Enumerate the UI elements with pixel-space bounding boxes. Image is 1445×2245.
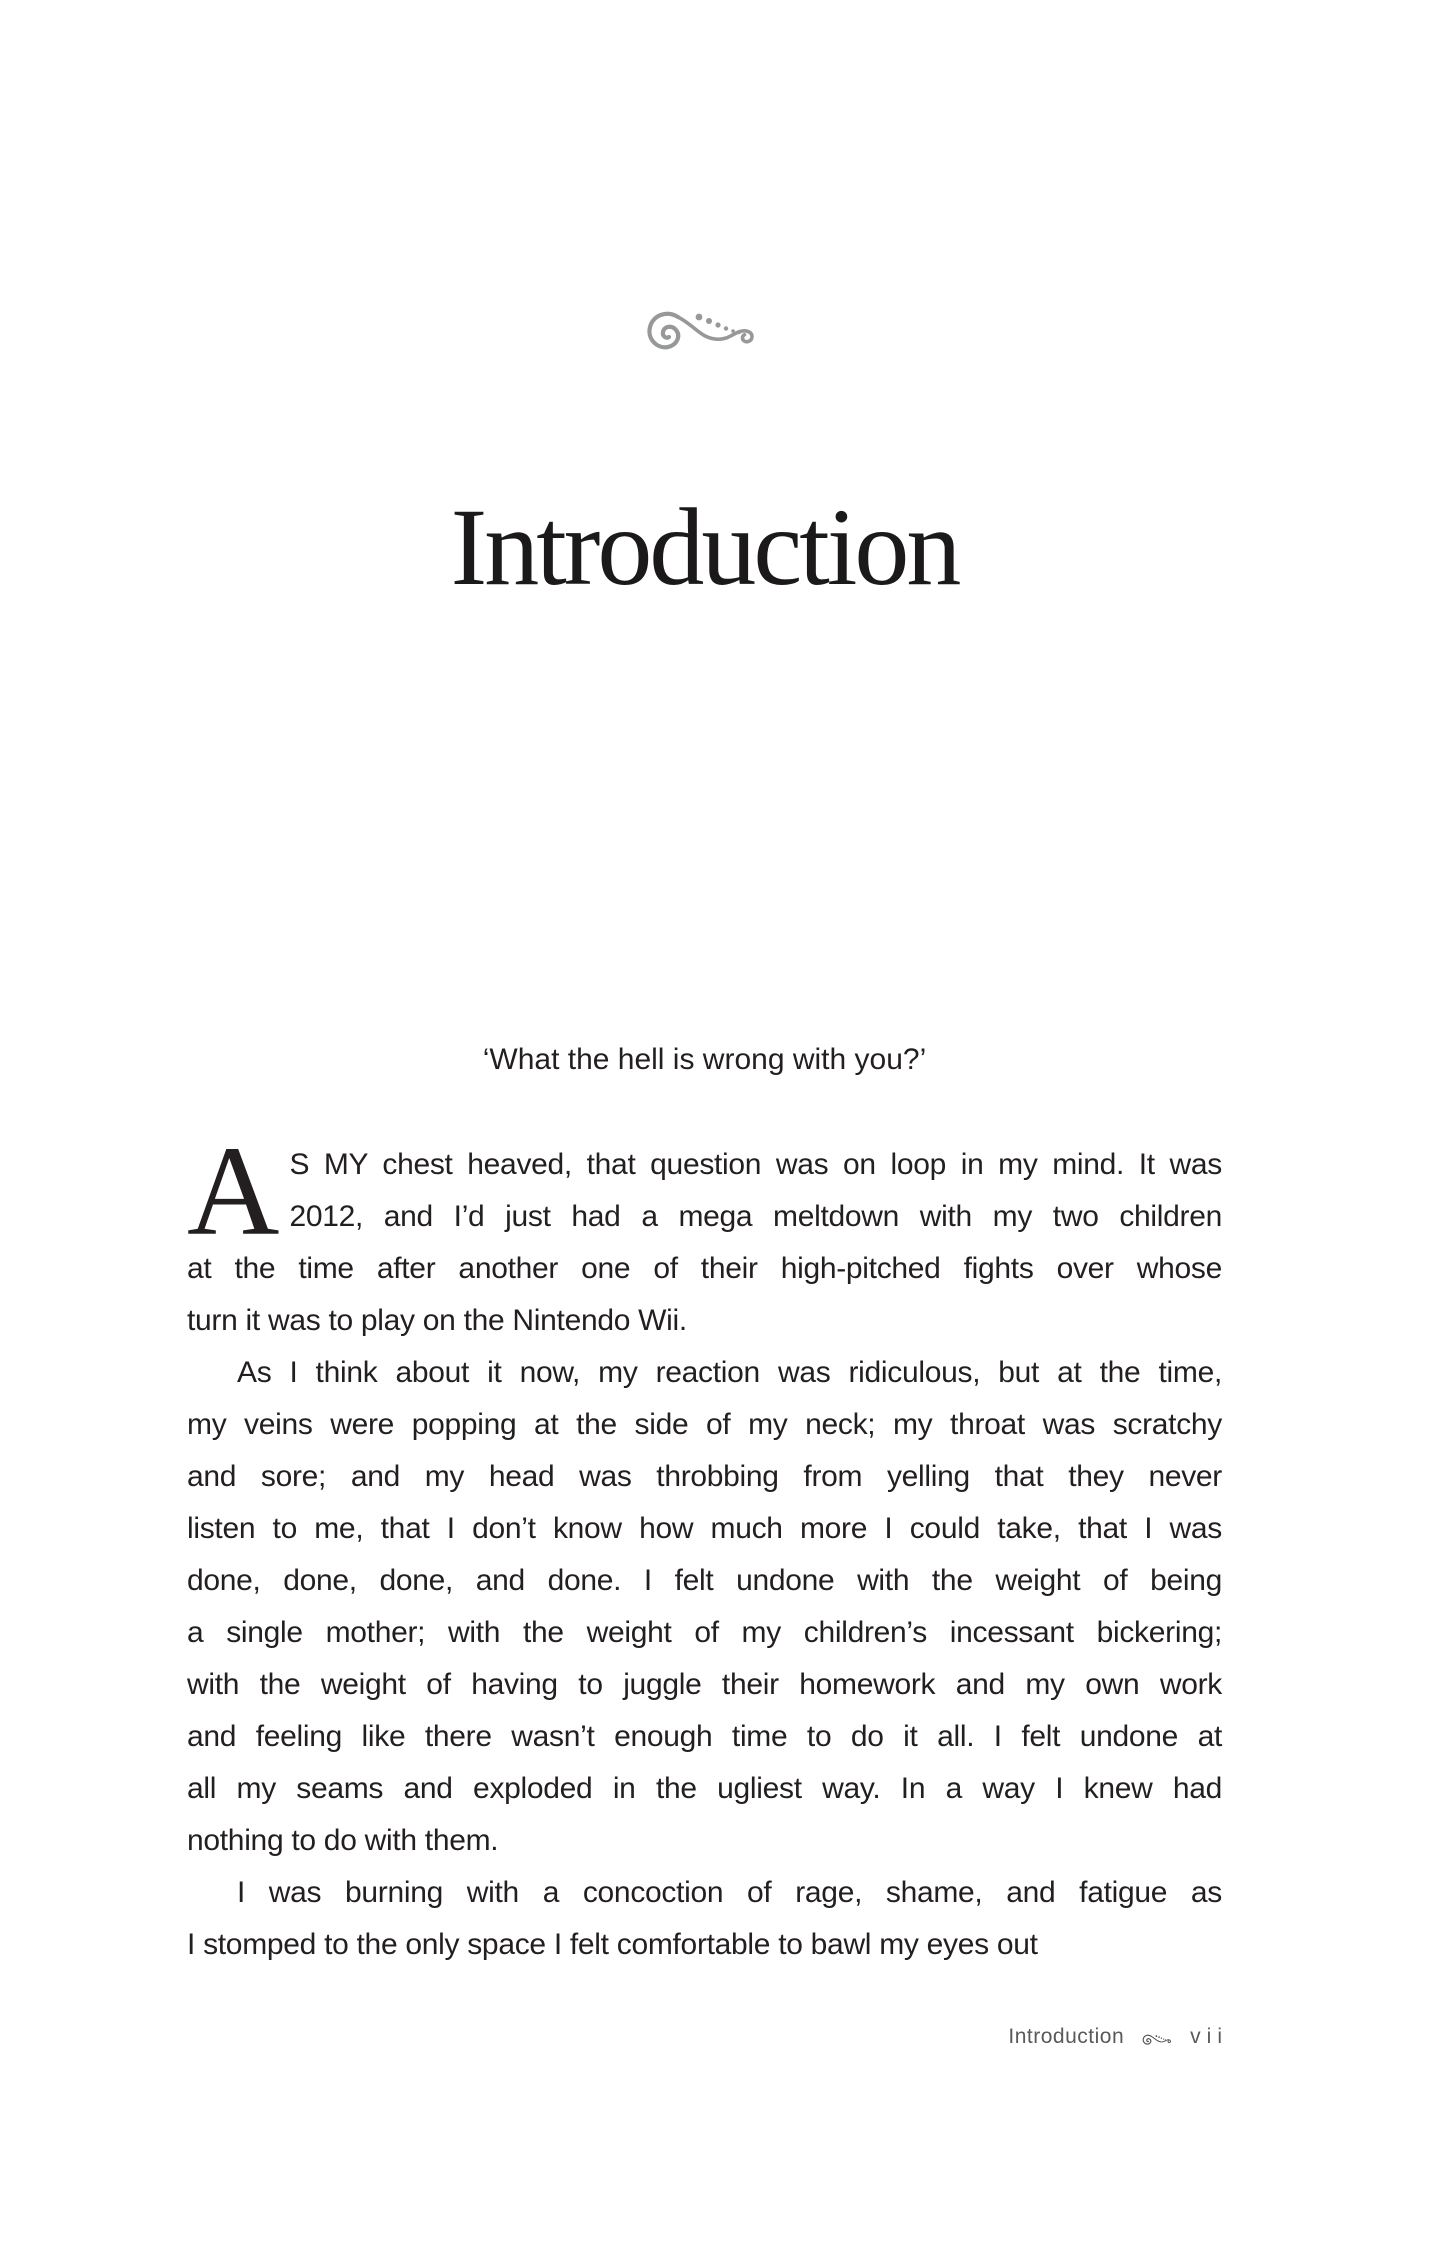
text-line: with the weight of having to juggle their homework and my own work	[187, 1668, 1222, 1701]
page-footer	[1008, 2021, 1228, 2053]
text-line: my veins were popping at the side of my neck; my throat was scratchy	[187, 1408, 1222, 1441]
page-number: vii	[1190, 2025, 1228, 2048]
text-line: done, done, done, and done. I felt undone with the weight of being	[187, 1564, 1222, 1597]
body-text	[187, 1120, 1222, 1971]
text-line: S MY chest heaved, that question was on loop in my mind. It was	[289, 1148, 1222, 1181]
text-column	[187, 0, 1228, 2245]
text-line: I stomped to the only space I felt comfortable to bawl my eyes out	[187, 1928, 1038, 1961]
text-line: listen to me, that I don’t know how much more I could take, that I was	[187, 1512, 1222, 1545]
footer-chapter-label: Introduction	[1008, 2025, 1125, 2048]
text-line: and sore; and my head was throbbing from yelling that they never	[187, 1460, 1222, 1493]
text-line: As I think about it now, my reaction was ridiculous, but at the time,	[237, 1356, 1222, 1389]
paragraph	[187, 1120, 1222, 1347]
text-line: 2012, and I’d just had a mega meltdown with my two children	[289, 1200, 1222, 1233]
text-line: nothing to do with them.	[187, 1824, 499, 1857]
text-line: turn it was to play on the Nintendo Wii.	[187, 1304, 687, 1337]
drop-cap: A	[187, 1120, 280, 1262]
text-line: at the time after another one of their high-pitched fights over whose	[187, 1252, 1222, 1285]
text-line: all my seams and exploded in the ugliest way. In a way I knew had	[187, 1772, 1222, 1805]
paragraph	[187, 1347, 1222, 1867]
text-line: and feeling like there wasn’t enough time to do it all. I felt undone at	[187, 1720, 1222, 1753]
paragraph	[187, 1867, 1222, 1971]
flourish-ornament-icon	[645, 306, 765, 359]
mini-flourish-icon	[1142, 2027, 1174, 2053]
epigraph-quote: ‘What the hell is wrong with you?’	[482, 1043, 927, 1076]
text-line: a single mother; with the weight of my children’s incessant bickering;	[187, 1616, 1222, 1649]
page-title: Introduction	[450, 486, 959, 608]
text-line: I was burning with a concoction of rage, shame, and fatigue as	[237, 1876, 1222, 1909]
